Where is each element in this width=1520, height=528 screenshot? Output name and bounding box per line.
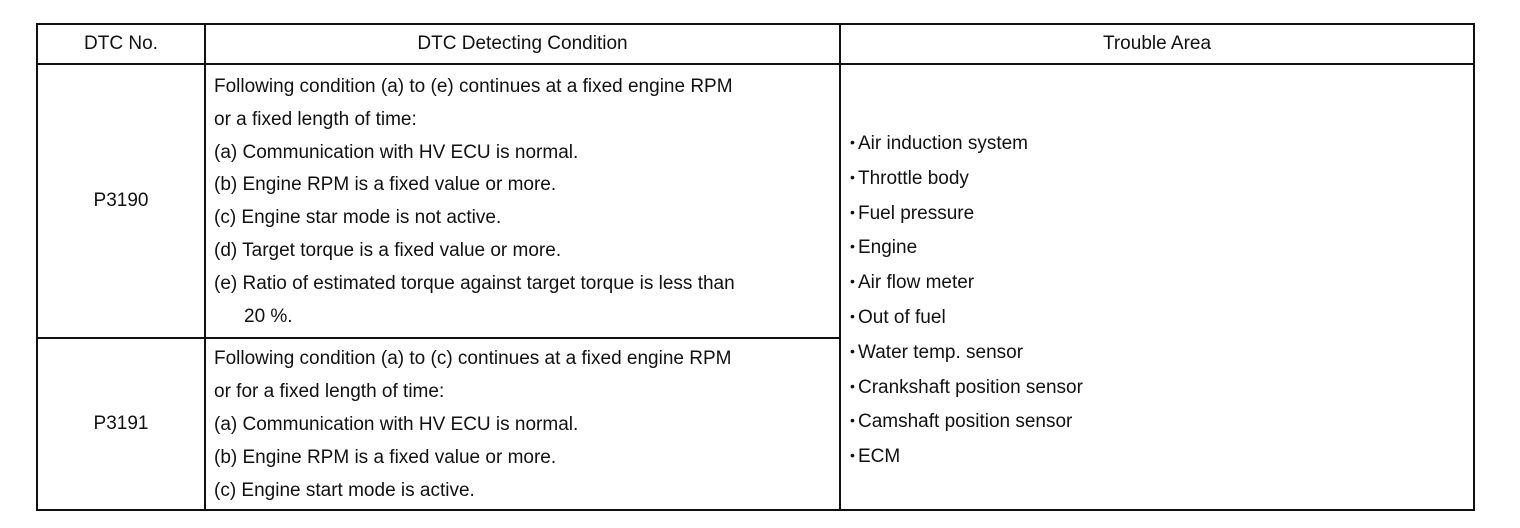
condition-line: 20 %. [244,305,293,327]
condition-line: (e) Ratio of estimated torque against target torque is less than [214,272,735,294]
bullet-icon: • [850,203,855,220]
trouble-item [841,126,1473,161]
bullet-icon: • [850,238,855,255]
trouble-item [841,370,1473,405]
condition-line: (a) Communication with HV ECU is normal. [214,141,579,163]
trouble-area-cell [840,64,1474,510]
condition-line: or a fixed length of time: [214,108,417,130]
condition-line: Following condition (a) to (e) continues at a fixed engine RPM [214,76,733,97]
dtc-code: P3191 [37,338,205,510]
trouble-item [841,335,1473,370]
trouble-item-label: Water temp. sensor [858,341,1024,363]
trouble-item [841,439,1473,474]
trouble-item [841,196,1473,231]
trouble-item [841,265,1473,300]
trouble-item [841,300,1473,335]
bullet-icon: • [850,307,855,324]
bullet-icon: • [850,342,855,359]
trouble-item-label: Camshaft position sensor [858,411,1073,433]
trouble-item-label: Air flow meter [858,272,975,294]
trouble-item [841,404,1473,439]
trouble-item-label: Out of fuel [858,306,946,328]
bullet-icon: • [850,134,855,150]
table-row [37,64,1474,338]
bullet-icon: • [850,447,855,464]
condition-line: Following condition (a) to (c) continues at a fixed engine RPM [214,348,732,370]
dtc-code: P3190 [37,64,205,338]
condition-line: (b) Engine RPM is a fixed value or more. [214,446,557,468]
dtc-table [36,23,1475,511]
condition-cell [205,64,840,338]
trouble-item-label: Engine [858,237,918,259]
condition-line: (c) Engine star mode is not active. [214,207,502,229]
trouble-item-label: ECM [858,446,901,468]
bullet-icon: • [850,377,855,394]
bullet-icon: • [850,412,855,429]
trouble-item-label: Crankshaft position sensor [858,376,1083,398]
trouble-item-label: Fuel pressure [858,202,975,224]
trouble-item [841,161,1473,196]
header-dtc-no: DTC No. [37,24,205,64]
header-row [37,24,1474,64]
condition-line: (d) Target torque is a fixed value or more. [214,239,562,261]
bullet-icon: • [850,168,855,185]
condition-line: (c) Engine start mode is active. [214,479,475,501]
header-condition: DTC Detecting Condition [205,24,840,64]
trouble-item-label: Air induction system [858,133,1029,154]
trouble-item-label: Throttle body [858,167,969,189]
condition-line: or for a fixed length of time: [214,381,445,403]
condition-cell [205,338,840,510]
condition-line: (a) Communication with HV ECU is normal. [214,413,579,435]
bullet-icon: • [850,273,855,290]
header-trouble-area: Trouble Area [840,24,1474,64]
condition-line: (b) Engine RPM is a fixed value or more. [214,174,557,196]
trouble-item [841,230,1473,265]
